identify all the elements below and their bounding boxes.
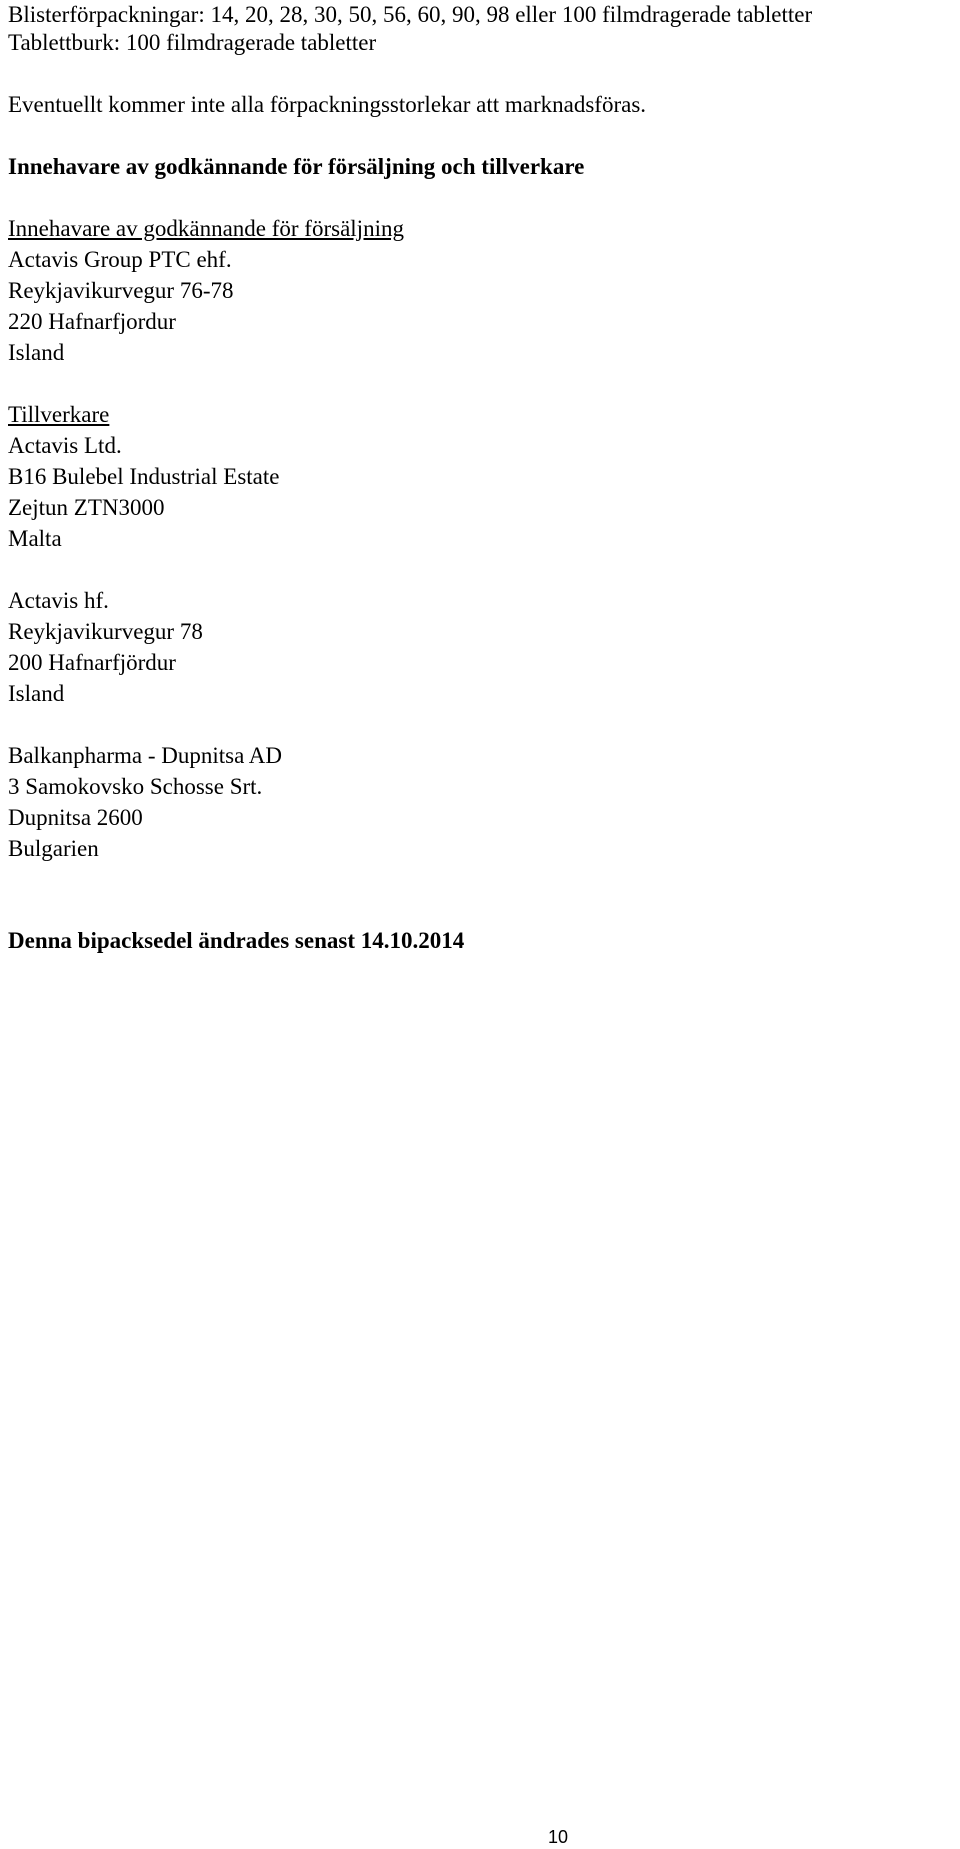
manufacturer-1-line: Zejtun ZTN3000 [8,495,165,520]
packaging-note: Eventuellt kommer inte alla förpackningsstorlekar att marknadsföras. [8,92,647,117]
manufacturer-1-line: B16 Bulebel Industrial Estate [8,464,280,489]
mah-line: Actavis Group PTC ehf. [8,247,232,272]
manufacturer-3-line: Bulgarien [8,836,99,861]
mah-line: Reykjavikurvegur 76-78 [8,278,234,303]
manufacturer-1-line: Malta [8,526,62,551]
revision-date: Denna bipacksedel ändrades senast 14.10.2014 [8,928,465,953]
mah-label: Innehavare av godkännande för försäljning [8,216,404,241]
manufacturer-label: Tillverkare [8,402,110,427]
mah-line: 220 Hafnarfjordur [8,309,176,334]
manufacturer-3-line: Dupnitsa 2600 [8,805,143,830]
packaging-blister: Blisterförpackningar: 14, 20, 28, 30, 50, 56, 60, 90, 98 eller 100 filmdragerade tabletter [8,2,813,27]
holder-heading: Innehavare av godkännande för försäljning och tillverkare [8,154,585,179]
packaging-bottle: Tablettburk: 100 filmdragerade tabletter [8,30,377,55]
manufacturer-1-line: Actavis Ltd. [8,433,122,458]
manufacturer-2-line: Reykjavikurvegur 78 [8,619,203,644]
manufacturer-2-line: Actavis hf. [8,588,109,613]
page-number: 10 [548,1827,569,1847]
manufacturer-3-line: Balkanpharma - Dupnitsa AD [8,743,283,768]
mah-line: Island [8,340,65,365]
manufacturer-2-line: Island [8,681,65,706]
manufacturer-2-line: 200 Hafnarfjördur [8,650,176,675]
manufacturer-3-line: 3 Samokovsko Schosse Srt. [8,774,263,799]
